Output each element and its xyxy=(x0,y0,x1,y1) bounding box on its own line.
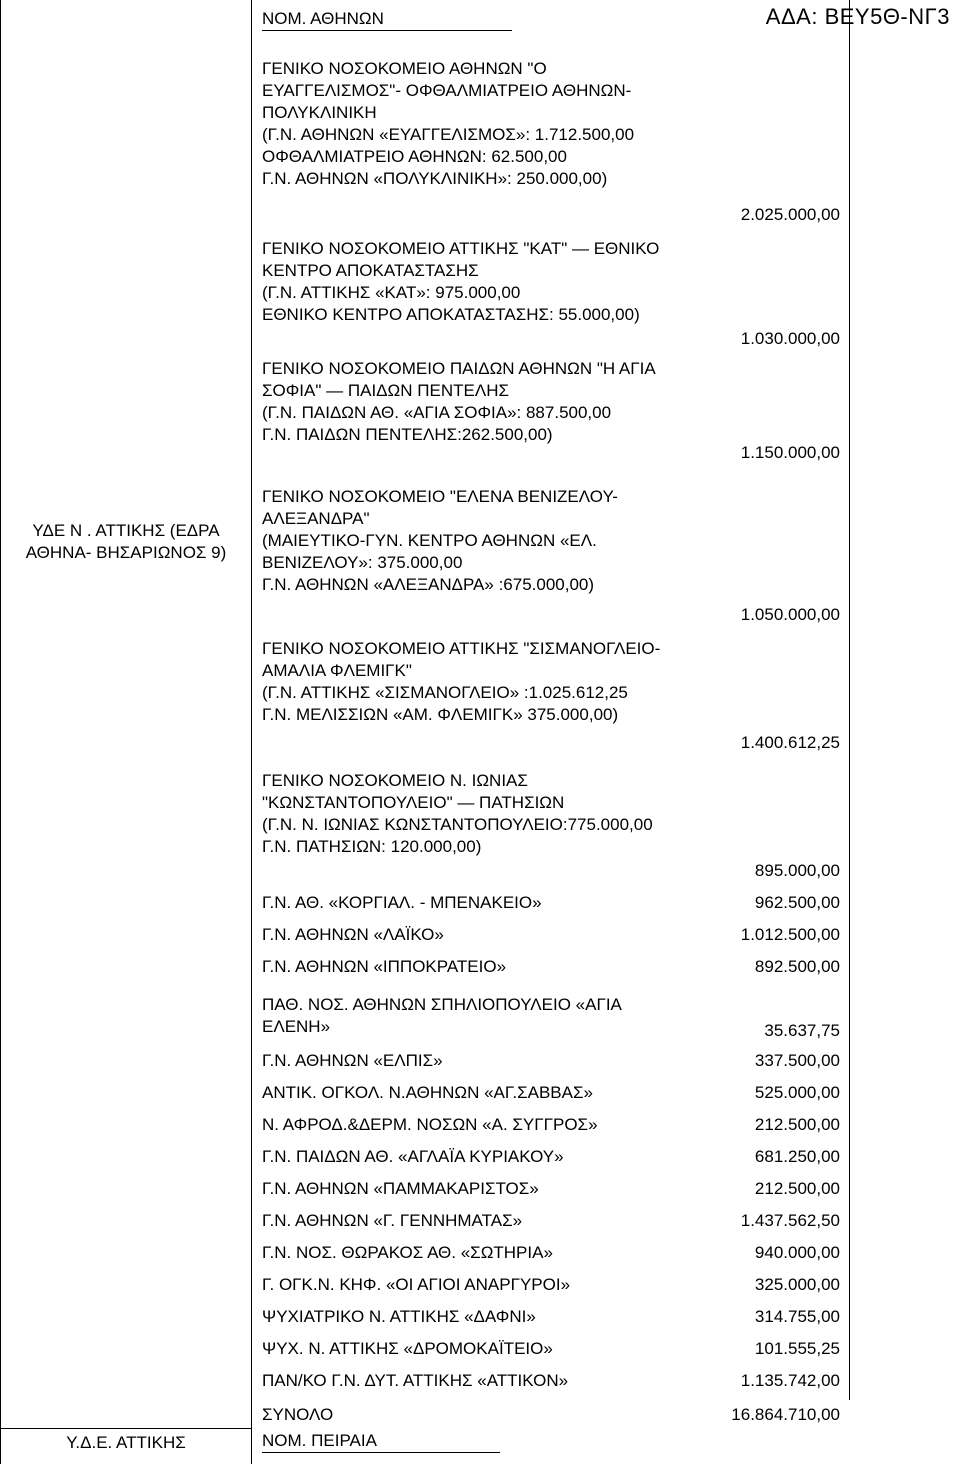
hospital-entry-line: ΠΟΛΥΚΛΙΝΙΚΗ xyxy=(262,103,377,122)
hospital-amount: 314.755,00 xyxy=(754,1307,840,1326)
table-border-left xyxy=(0,0,1,1464)
hospital-entry-line: ΠΑΘ. ΝΟΣ. ΑΘΗΝΩΝ ΣΠΗΛΙΟΠΟΥΛΕΙΟ «ΑΓΙΑ xyxy=(262,995,622,1014)
hospital-row-label: ΑΝΤΙΚ. ΟΓΚΟΛ. Ν.ΑΘΗΝΩΝ «ΑΓ.ΣΑΒΒΑΣ» xyxy=(262,1083,593,1102)
hospital-entry xyxy=(262,770,732,858)
hospital-amount: 940.000,00 xyxy=(754,1243,840,1262)
hospital-entry-line: (ΜΑΙΕΥΤΙΚΟ-ΓΥΝ. ΚΕΝΤΡΟ ΑΘΗΝΩΝ «ΕΛ. xyxy=(262,531,597,550)
hospital-amount: 895.000,00 xyxy=(754,861,840,880)
hospital-amount: 1.030.000,00 xyxy=(740,329,840,348)
hospital-row-label: ΨΥΧ. Ν. ΑΤΤΙΚΗΣ «ΔΡΟΜΟΚΑΪΤΕΙΟ» xyxy=(262,1339,553,1358)
table-row-separator xyxy=(0,1428,252,1429)
hospital-row-label: Γ.Ν. ΑΘΗΝΩΝ «ΠΑΜΜΑΚΑΡΙΣΤΟΣ» xyxy=(262,1179,539,1198)
hospital-entry-line: Γ.Ν. ΠΑΙΔΩΝ ΠΕΝΤΕΛΗΣ:262.500,00) xyxy=(262,425,553,444)
hospital-entry-line: ΓΕΝΙΚΟ ΝΟΣΟΚΟΜΕΙΟ ΑΤΤΙΚΗΣ "ΣΙΣΜΑΝΟΓΛΕΙΟ- xyxy=(262,639,661,658)
hospital-entry-line: ΟΦΘΑΛΜΙΑΤΡΕΙΟ ΑΘΗΝΩΝ: 62.500,00 xyxy=(262,147,567,166)
yde-address-line: ΑΘΗΝΑ- ΒΗΣΑΡΙΩΝΟΣ 9) xyxy=(25,543,227,562)
hospital-amount: 1.012.500,00 xyxy=(740,925,840,944)
hospital-amount: 35.637,75 xyxy=(764,1021,840,1040)
hospital-entry-line: ΒΕΝΙΖΕΛΟΥ»: 375.000,00 xyxy=(262,553,463,572)
hospital-entry xyxy=(262,58,732,190)
hospital-entry-line: ΓΕΝΙΚΟ ΝΟΣΟΚΟΜΕΙΟ ΑΘΗΝΩΝ "Ο xyxy=(262,59,547,78)
hospital-entry-line: ΑΜΑΛΙΑ ΦΛΕΜΙΓΚ" xyxy=(262,661,412,680)
hospital-entry-line: ΓΕΝΙΚΟ ΝΟΣΟΚΟΜΕΙΟ Ν. ΙΩΝΙΑΣ xyxy=(262,771,528,790)
prefecture-heading: ΝΟΜ. ΑΘΗΝΩΝ xyxy=(262,9,384,28)
hospital-amount: 525.000,00 xyxy=(754,1083,840,1102)
hospital-amount: 1.135.742,00 xyxy=(740,1371,840,1390)
hospital-amount: 1.437.562,50 xyxy=(740,1211,840,1230)
hospital-row-label: Γ.Ν. ΑΘ. «ΚΟΡΓΙΑΛ. - ΜΠΕΝΑΚΕΙΟ» xyxy=(262,893,542,912)
next-prefecture-heading: ΝΟΜ. ΠΕΙΡΑΙΑ xyxy=(262,1431,377,1450)
hospital-row-label: Γ.Ν. ΑΘΗΝΩΝ «ΙΠΠΟΚΡΑΤΕΙΟ» xyxy=(262,957,507,976)
hospital-entry-line: Γ.Ν. ΜΕΛΙΣΣΙΩΝ «ΑΜ. ΦΛΕΜΙΓΚ» 375.000,00) xyxy=(262,705,619,724)
hospital-entry-line: "ΚΩΝΣΤΑΝΤΟΠΟΥΛΕΙΟ" — ΠΑΤΗΣΙΩΝ xyxy=(262,793,565,812)
hospital-amount: 1.150.000,00 xyxy=(740,443,840,462)
hospital-amount: 212.500,00 xyxy=(754,1179,840,1198)
hospital-row-label: Ν. ΑΦΡΟΔ.&ΔΕΡΜ. ΝΟΣΩΝ «Α. ΣΥΓΓΡΟΣ» xyxy=(262,1115,598,1134)
yde-address-line: ΥΔΕ Ν . ΑΤΤΙΚΗΣ (ΕΔΡΑ xyxy=(32,521,220,540)
hospital-row-label: Γ. ΟΓΚ.Ν. ΚΗΦ. «ΟΙ ΑΓΙΟΙ ΑΝΑΡΓΥΡΟΙ» xyxy=(262,1275,571,1294)
hospital-row-label: Γ.Ν. ΑΘΗΝΩΝ «ΛΑΪΚΟ» xyxy=(262,925,444,944)
hospital-amount: 101.555,25 xyxy=(754,1339,840,1358)
hospital-entry-line: (Γ.Ν. ΑΤΤΙΚΗΣ «ΣΙΣΜΑΝΟΓΛΕΙΟ» :1.025.612,25 xyxy=(262,683,628,702)
yde-address xyxy=(0,520,252,564)
ada-code: ΑΔΑ: ΒΕΥ5Θ-ΝΓ3 xyxy=(765,4,950,29)
table-divider-right xyxy=(849,0,850,1400)
total-amount: 16.864.710,00 xyxy=(731,1405,840,1424)
hospital-row-label: Γ.Ν. ΑΘΗΝΩΝ «Γ. ΓΕΝΝΗΜΑΤΑΣ» xyxy=(262,1211,523,1230)
hospital-entry xyxy=(262,638,732,726)
hospital-amount: 212.500,00 xyxy=(754,1115,840,1134)
hospital-entry-line: ΕΛΕΝΗ» xyxy=(262,1017,331,1036)
hospital-amount: 2.025.000,00 xyxy=(740,205,840,224)
hospital-entry-line: ΓΕΝΙΚΟ ΝΟΣΟΚΟΜΕΙΟ ΠΑΙΔΩΝ ΑΘΗΝΩΝ "Η ΑΓΙΑ xyxy=(262,359,656,378)
hospital-entry xyxy=(262,486,732,596)
hospital-entry-line: ΕΘΝΙΚΟ ΚΕΝΤΡΟ ΑΠΟΚΑΤΑΣΤΑΣΗΣ: 55.000,00) xyxy=(262,305,640,324)
hospital-row-label: Γ.Ν. ΝΟΣ. ΘΩΡΑΚΟΣ ΑΘ. «ΣΩΤΗΡΙΑ» xyxy=(262,1243,553,1262)
hospital-amount: 681.250,00 xyxy=(754,1147,840,1166)
hospital-entry-line: (Γ.Ν. Ν. ΙΩΝΙΑΣ ΚΩΝΣΤΑΝΤΟΠΟΥΛΕΙΟ:775.000,00 xyxy=(262,815,653,834)
hospital-entry-line: Γ.Ν. ΠΑΤΗΣΙΩΝ: 120.000,00) xyxy=(262,837,482,856)
hospital-amount: 325.000,00 xyxy=(754,1275,840,1294)
hospital-entry-line: ΓΕΝΙΚΟ ΝΟΣΟΚΟΜΕΙΟ "ΕΛΕΝΑ ΒΕΝΙΖΕΛΟΥ- xyxy=(262,487,618,506)
hospital-entry-line: (Γ.Ν. ΑΤΤΙΚΗΣ «ΚΑΤ»: 975.000,00 xyxy=(262,283,521,302)
prefecture-heading-underline xyxy=(262,30,512,31)
total-label: ΣΥΝΟΛΟ xyxy=(262,1405,334,1424)
hospital-entry xyxy=(262,358,732,446)
hospital-entry xyxy=(262,994,732,1038)
hospital-amount: 962.500,00 xyxy=(754,893,840,912)
hospital-amount: 1.400.612,25 xyxy=(740,733,840,752)
hospital-amount: 1.050.000,00 xyxy=(740,605,840,624)
hospital-entry-line: ΣΟΦΙΑ" — ΠΑΙΔΩΝ ΠΕΝΤΕΛΗΣ xyxy=(262,381,509,400)
hospital-row-label: ΠΑΝ/ΚΟ Γ.Ν. ΔΥΤ. ΑΤΤΙΚΗΣ «ΑΤΤΙΚΟΝ» xyxy=(262,1371,569,1390)
hospital-row-label: ΨΥΧΙΑΤΡΙΚΟ Ν. ΑΤΤΙΚΗΣ «ΔΑΦΝΙ» xyxy=(262,1307,536,1326)
hospital-amount: 892.500,00 xyxy=(754,957,840,976)
hospital-entry-line: (Γ.Ν. ΠΑΙΔΩΝ ΑΘ. «ΑΓΙΑ ΣΟΦΙΑ»: 887.500,00 xyxy=(262,403,612,422)
hospital-entry-line: ΚΕΝΤΡΟ ΑΠΟΚΑΤΑΣΤΑΣΗΣ xyxy=(262,261,479,280)
hospital-entry-line: ΑΛΕΞΑΝΔΡΑ" xyxy=(262,509,370,528)
hospital-entry-line: (Γ.Ν. ΑΘΗΝΩΝ «ΕΥΑΓΓΕΛΙΣΜΟΣ»: 1.712.500,00 xyxy=(262,125,635,144)
yde-footer: Υ.Δ.Ε. ΑΤΤΙΚΗΣ xyxy=(66,1433,186,1452)
hospital-row-label: Γ.Ν. ΠΑΙΔΩΝ ΑΘ. «ΑΓΛΑΪΑ ΚΥΡΙΑΚΟΥ» xyxy=(262,1147,564,1166)
hospital-entry-line: Γ.Ν. ΑΘΗΝΩΝ «ΠΟΛΥΚΛΙΝΙΚΗ»: 250.000,00) xyxy=(262,169,608,188)
hospital-entry xyxy=(262,238,732,326)
next-prefecture-heading-underline xyxy=(262,1452,500,1453)
hospital-entry-line: ΕΥΑΓΓΕΛΙΣΜΟΣ"- ΟΦΘΑΛΜΙΑΤΡΕΙΟ ΑΘΗΝΩΝ- xyxy=(262,81,632,100)
hospital-amount: 337.500,00 xyxy=(754,1051,840,1070)
hospital-row-label: Γ.Ν. ΑΘΗΝΩΝ «ΕΛΠΙΣ» xyxy=(262,1051,443,1070)
hospital-entry-line: ΓΕΝΙΚΟ ΝΟΣΟΚΟΜΕΙΟ ΑΤΤΙΚΗΣ "ΚΑΤ" — ΕΘΝΙΚΟ xyxy=(262,239,660,258)
hospital-entry-line: Γ.Ν. ΑΘΗΝΩΝ «ΑΛΕΞΑΝΔΡΑ» :675.000,00) xyxy=(262,575,595,594)
table-divider-left xyxy=(251,0,252,1464)
